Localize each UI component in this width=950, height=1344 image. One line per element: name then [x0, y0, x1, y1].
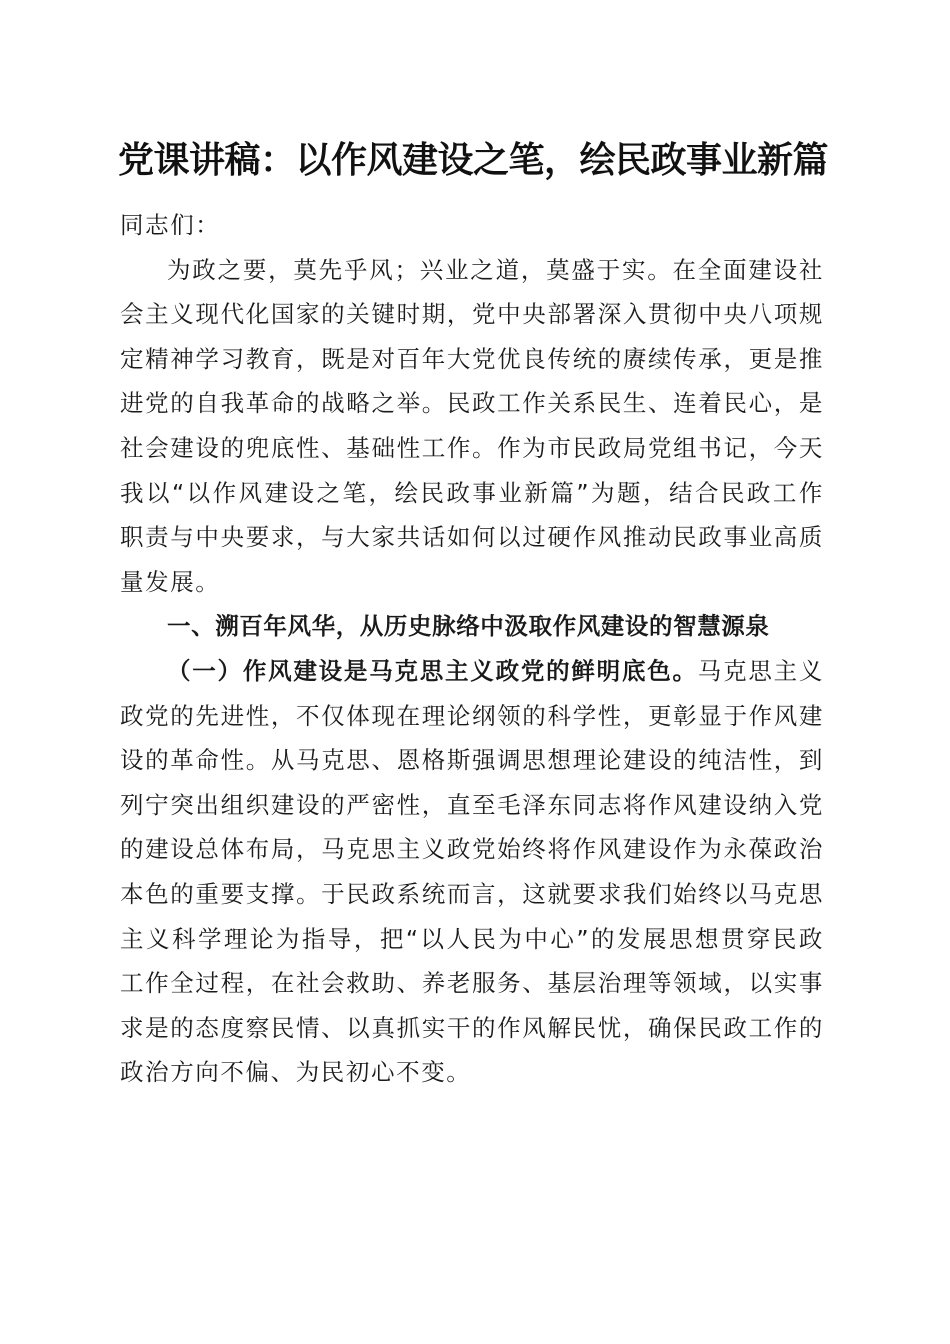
- intro-paragraph: 为政之要，莫先乎风；兴业之道，莫盛于实。在全面建设社会主义现代化国家的关键时期，党中央部署深入贯彻中央八项规定精神学习教育，既是对百年大党优良传统的赓续传承，更是推进党的自我革命的战略之举。民政工作关系民生、连着民心，是社会建设的兜底性、基础性工作。作为市民政局党组书记，今天我以“以作风建设之笔，绘民政事业新篇”为题，结合民政工作职责与中央要求，与大家共话如何以过硬作风推动民政事业高质量发展。: [120, 255, 824, 596]
- subsection-heading-1-1: （一）作风建设是马克思主义政党的鲜明底色。: [167, 656, 698, 685]
- section-1-paragraph-1: [120, 649, 824, 1095]
- subsection-body-1-1: 马克思主义政党的先进性，不仅体现在理论纲领的科学性，更彰显于作风建设的革命性。从马克思、恩格斯强调思想理论建设的纯洁性，到列宁突出组织建设的严密性，直至毛泽东同志将作风建设纳入党的建设总体布局，马克思主义政党始终将作风建设作为永葆政治本色的重要支撑。于民政系统而言，这就要求我们始终以马克思主义科学理论为指导，把“以人民为中心”的发展思想贯穿民政工作全过程，在社会救助、养老服务、基层治理等领域，以实事求是的态度察民情、以真抓实干的作风解民忧，确保民政工作的政治方向不偏、为民初心不变。: [120, 656, 824, 1087]
- salutation: 同志们：: [120, 211, 221, 239]
- section-heading-1: 一、溯百年风华，从历史脉络中汲取作风建设的智慧源泉: [167, 612, 770, 641]
- document-title: 党课讲稿：以作风建设之笔，绘民政事业新篇: [118, 139, 829, 181]
- document-body: [120, 203, 824, 1095]
